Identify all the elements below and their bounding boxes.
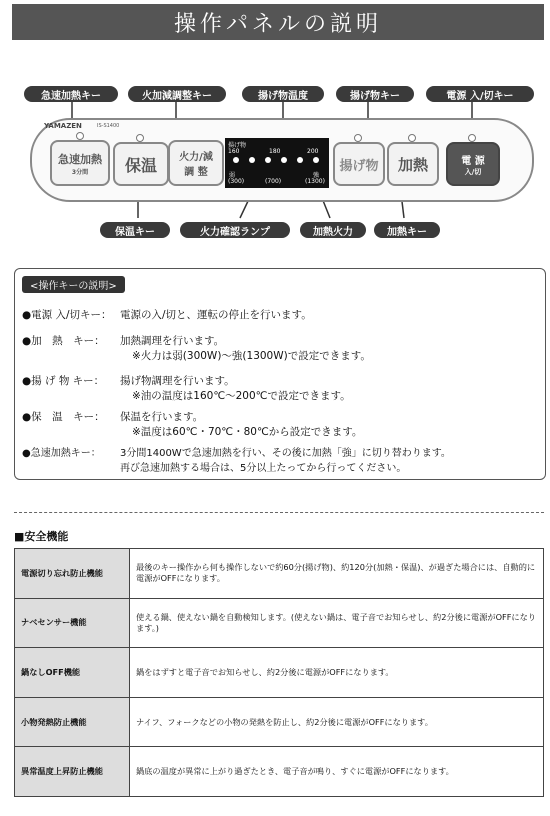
safety-name: 電源切り忘れ防止機能	[15, 549, 130, 599]
temperature-display	[225, 138, 329, 188]
power-led	[468, 134, 476, 142]
safety-name: 異常温度上昇防止機能	[15, 747, 130, 797]
heat-led	[408, 134, 416, 142]
safety-desc: 最後のキー操作から何も操作しないで約60分(揚げ物)、約120分(加熱・保温)、が過ぎた場合には、自動的に電源がOFFになります。	[130, 549, 544, 599]
keep-warm-led	[136, 134, 144, 142]
lamp-dot	[249, 157, 255, 163]
display-w-right: (1300)	[305, 178, 325, 185]
label-fry-temp: 揚げ物温度	[242, 86, 324, 102]
display-weak: 弱	[229, 172, 236, 179]
display-w-mid: (700)	[265, 178, 282, 185]
instruction-text: 揚げ物調理を行います。	[120, 375, 235, 387]
table-row	[15, 697, 544, 747]
rapid-heat-label: 急速加熱	[58, 152, 102, 166]
lamp-dot	[233, 157, 239, 163]
instructions-heading: <操作キーの説明>	[22, 276, 125, 293]
heat-adjust-label-2: 調 整	[184, 167, 208, 178]
instruction-key: ●揚 げ 物 キー：	[22, 375, 105, 387]
instruction-note: ※油の温度は160℃～200℃で設定できます。	[132, 390, 351, 402]
fry-led	[354, 134, 362, 142]
instruction-item	[22, 334, 371, 364]
instruction-key: ●急速加熱キー：	[22, 448, 101, 459]
instruction-item	[22, 374, 351, 404]
heat-label: 加熱	[397, 155, 428, 174]
label-fry-key: 揚げ物キー	[336, 86, 414, 102]
label-keep-warm-key: 保温キー	[100, 222, 170, 238]
instruction-item	[22, 410, 362, 440]
model-number: IS-S1400	[97, 123, 120, 129]
instruction-item	[22, 446, 451, 476]
instruction-note: ※火力は弱(300W)～強(1300W)で設定できます。	[132, 350, 371, 362]
safety-table	[14, 548, 544, 797]
safety-desc: 使える鍋、使えない鍋を自動検知します。(使えない鍋は、電子音でお知らせし、約2分後に電源がOFFになります。)	[130, 598, 544, 648]
display-t2: 180	[269, 148, 281, 155]
divider	[14, 512, 544, 513]
label-heat-confirm-lamp: 火力確認ランプ	[180, 222, 290, 238]
safety-heading: ■安全機能	[14, 530, 69, 543]
lamp-dot	[265, 157, 271, 163]
heat-adjust-label-1: 火力/減	[179, 152, 213, 163]
display-strong: 強	[313, 172, 320, 179]
safety-desc: 鍋底の温度が異常に上がり過ぎたとき、電子音が鳴り、すぐに電源がOFFになります。	[130, 747, 544, 797]
fry-button[interactable]	[333, 142, 385, 186]
power-button[interactable]	[446, 142, 500, 186]
display-w-left: (300)	[228, 178, 245, 185]
label-heat-key: 加熱キー	[374, 222, 440, 238]
rapid-heat-led	[76, 132, 84, 140]
label-power-key: 電源 入/切キー	[426, 86, 534, 102]
instruction-key: ●電源 入/切キー：	[22, 309, 112, 321]
safety-desc: 鍋をはずすと電子音でお知らせし、約2分後に電源がOFFになります。	[130, 648, 544, 698]
table-row	[15, 598, 544, 648]
page-title: 操作パネルの説明	[12, 4, 544, 40]
instruction-key: ●加 熱 キー：	[22, 335, 105, 347]
table-row	[15, 747, 544, 797]
instruction-text: 電源の入/切と、運転の停止を行います。	[120, 309, 312, 321]
heat-adjust-button[interactable]	[168, 140, 224, 186]
instruction-text: 保温を行います。	[120, 411, 204, 423]
safety-desc: ナイフ、フォークなどの小物の発熱を防止し、約2分後に電源がOFFになります。	[130, 697, 544, 747]
rapid-heat-sublabel: 3分間	[71, 168, 89, 176]
instruction-note: 再び急速加熱する場合は、5分以上たってから行ってください。	[120, 463, 407, 474]
label-rapid-heat-key: 急速加熱キー	[24, 86, 118, 102]
power-label-1: 電 源	[461, 155, 485, 167]
display-t1: 160	[228, 148, 240, 155]
table-row	[15, 549, 544, 599]
fry-label: 揚げ物	[339, 158, 379, 174]
safety-name: 鍋なしOFF機能	[15, 648, 130, 698]
table-row	[15, 648, 544, 698]
lamp-dot	[281, 157, 287, 163]
label-heat-power: 加熱火力	[300, 222, 366, 238]
instruction-key: ●保 温 キー：	[22, 411, 105, 423]
safety-name: ナベセンサー機能	[15, 598, 130, 648]
keep-warm-label: 保温	[124, 155, 157, 175]
display-t3: 200	[307, 148, 319, 155]
safety-name: 小物発熱防止機能	[15, 697, 130, 747]
display-fry-label: 揚げ物	[228, 142, 247, 149]
label-heat-adjust-key: 火加減調整キー	[128, 86, 226, 102]
brand-logo: YAMAZEN	[44, 122, 82, 130]
instruction-text: 加熱調理を行います。	[120, 335, 225, 347]
lamp-dot	[313, 157, 319, 163]
rapid-heat-button[interactable]	[50, 140, 110, 186]
keep-warm-button[interactable]	[113, 142, 169, 186]
heat-button[interactable]	[387, 142, 439, 186]
instruction-item	[22, 308, 312, 323]
instruction-note: ※温度は60℃・70℃・80℃から設定できます。	[132, 426, 363, 438]
lamp-dot	[297, 157, 303, 163]
instruction-text: 3分間1400Wで急速加熱を行い、その後に加熱「強」に切り替わります。	[120, 448, 451, 459]
power-label-2: 入/切	[464, 167, 482, 176]
